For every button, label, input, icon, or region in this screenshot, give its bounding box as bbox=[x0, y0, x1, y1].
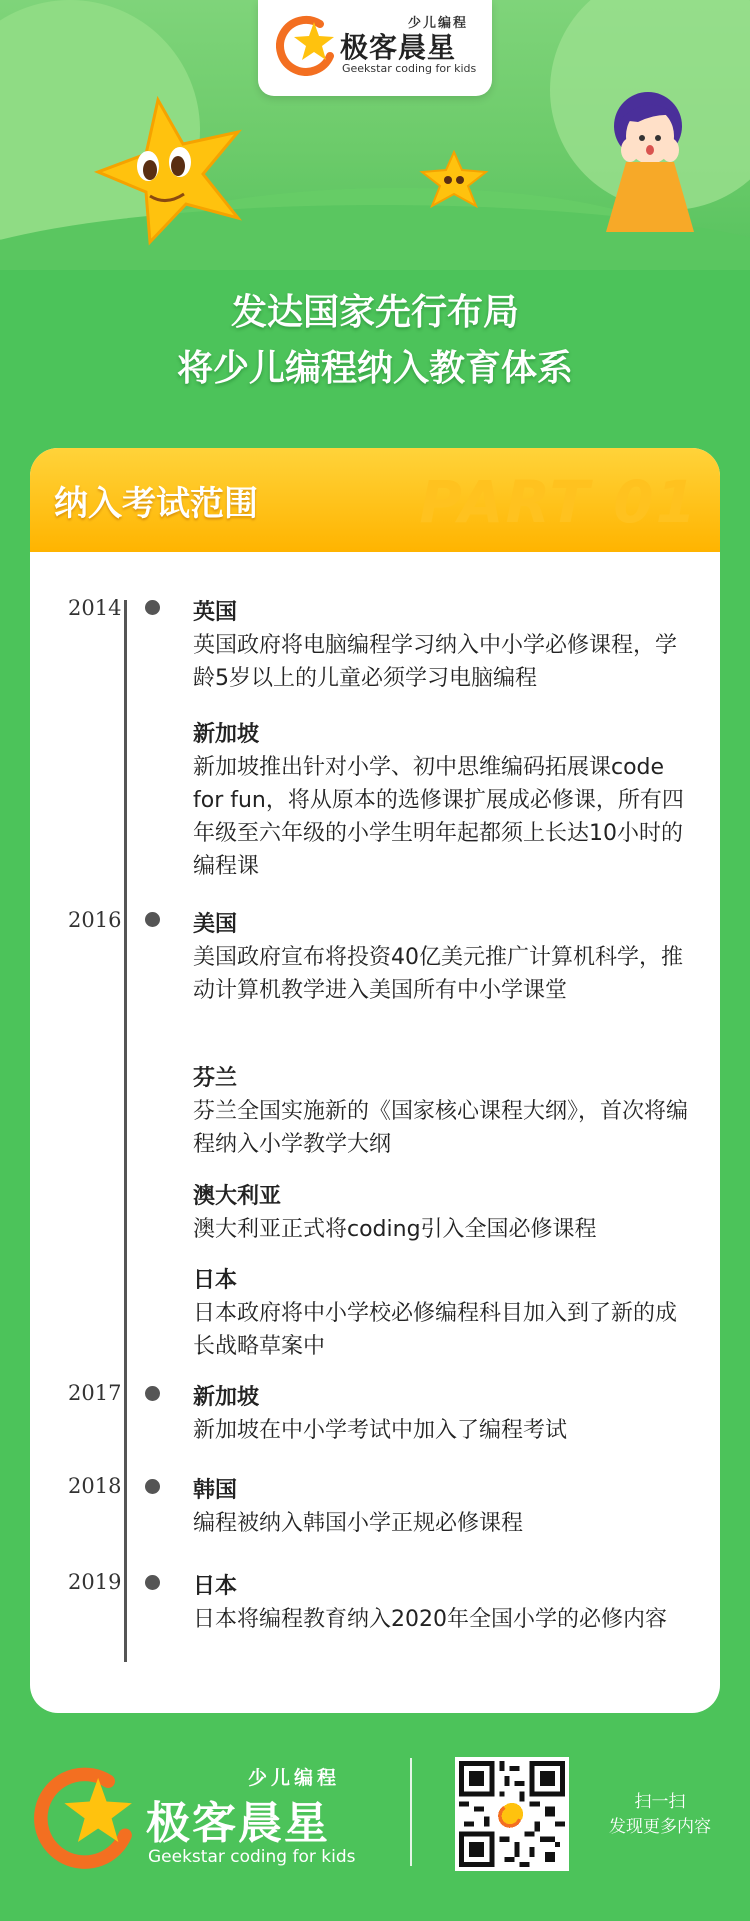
entry-description: 新加坡推出针对小学、初中思维编码拓展课code for fun，将从原本的选修课扩展成必修课，所有四年级至六年级的小学生明年起都须上长达10小时的编程课 bbox=[193, 755, 684, 879]
page-headline bbox=[0, 285, 750, 397]
timeline-entry bbox=[193, 718, 693, 883]
timeline-dot bbox=[145, 912, 160, 927]
footer-logo[interactable] bbox=[34, 1755, 364, 1875]
footer-divider bbox=[410, 1758, 412, 1866]
timeline-dot bbox=[145, 1575, 160, 1590]
headline-line-2: 将少儿编程纳入教育体系 bbox=[176, 348, 573, 389]
footer-logo-brand: 极客晨星 bbox=[146, 1798, 330, 1849]
qr-caption-line-2: 发现更多内容 bbox=[609, 1817, 711, 1837]
star-mascot-illustration bbox=[88, 92, 288, 252]
geekstar-logo-icon bbox=[276, 12, 340, 76]
timeline-entry bbox=[193, 1570, 693, 1636]
timeline-year: 2019 bbox=[68, 1570, 122, 1594]
qr-caption bbox=[590, 1790, 730, 1840]
timeline-year: 2016 bbox=[68, 908, 122, 932]
entry-country: 新加坡 bbox=[193, 722, 260, 747]
entry-description: 新加坡在中小学考试中加入了编程考试 bbox=[193, 1418, 568, 1443]
small-star-mascot-illustration bbox=[418, 150, 492, 208]
entry-country: 日本 bbox=[193, 1268, 238, 1293]
timeline-axis bbox=[124, 600, 127, 1662]
headline-line-1: 发达国家先行布局 bbox=[230, 292, 519, 333]
girl-character-illustration bbox=[598, 86, 704, 236]
timeline-dot bbox=[145, 600, 160, 615]
entry-description: 日本将编程教育纳入2020年全国小学的必修内容 bbox=[193, 1607, 667, 1632]
timeline-entry bbox=[193, 1264, 693, 1363]
entry-country: 美国 bbox=[193, 912, 238, 937]
timeline-year: 2017 bbox=[68, 1381, 122, 1405]
footer-logo-kicker: 少儿编程 bbox=[248, 1767, 341, 1789]
header-logo[interactable] bbox=[258, 0, 492, 96]
entry-country: 新加坡 bbox=[193, 1385, 260, 1410]
timeline-entry bbox=[193, 1062, 693, 1161]
timeline-entry bbox=[193, 908, 693, 1007]
timeline-dot bbox=[145, 1386, 160, 1401]
logo-kicker-text: 少儿编程 bbox=[408, 16, 469, 31]
footer-logo-tagline: Geekstar coding for kids bbox=[148, 1847, 356, 1867]
entry-description: 编程被纳入韩国小学正规必修课程 bbox=[193, 1511, 524, 1536]
entry-country: 芬兰 bbox=[193, 1066, 238, 1091]
hero-banner bbox=[0, 0, 750, 270]
entry-country: 澳大利亚 bbox=[193, 1184, 282, 1209]
entry-description: 日本政府将中小学校必修编程科目加入到了新的成长战略草案中 bbox=[193, 1301, 678, 1359]
timeline-year: 2018 bbox=[68, 1474, 122, 1498]
timeline-entry bbox=[193, 596, 693, 695]
entry-description: 英国政府将电脑编程学习纳入中小学必修课程，学龄5岁以上的儿童必须学习电脑编程 bbox=[193, 633, 678, 691]
card-header bbox=[30, 448, 720, 552]
geekstar-logo-icon bbox=[34, 1761, 142, 1869]
entry-country: 日本 bbox=[193, 1574, 238, 1599]
qr-code[interactable] bbox=[455, 1757, 569, 1871]
entry-country: 英国 bbox=[193, 600, 238, 625]
timeline-dot bbox=[145, 1479, 160, 1494]
part-label: PART 01 bbox=[419, 468, 698, 536]
qr-caption-line-1: 扫一扫 bbox=[634, 1792, 686, 1812]
entry-description: 美国政府宣布将投资40亿美元推广计算机科学，推动计算机教学进入美国所有中小学课堂 bbox=[193, 945, 683, 1003]
timeline-entry bbox=[193, 1381, 693, 1447]
timeline-entry bbox=[193, 1474, 693, 1540]
entry-description: 澳大利亚正式将coding引入全国必修课程 bbox=[193, 1217, 597, 1242]
entry-description: 芬兰全国实施新的《国家核心课程大纲》，首次将编程纳入小学教学大纲 bbox=[193, 1099, 689, 1157]
section-title: 纳入考试范围 bbox=[54, 484, 258, 524]
logo-tagline-text: Geekstar coding for kids bbox=[342, 62, 477, 75]
timeline-year: 2014 bbox=[68, 596, 122, 620]
timeline-entry bbox=[193, 1180, 693, 1246]
logo-brand-text: 极客晨星 bbox=[340, 31, 457, 64]
entry-country: 韩国 bbox=[193, 1478, 238, 1503]
